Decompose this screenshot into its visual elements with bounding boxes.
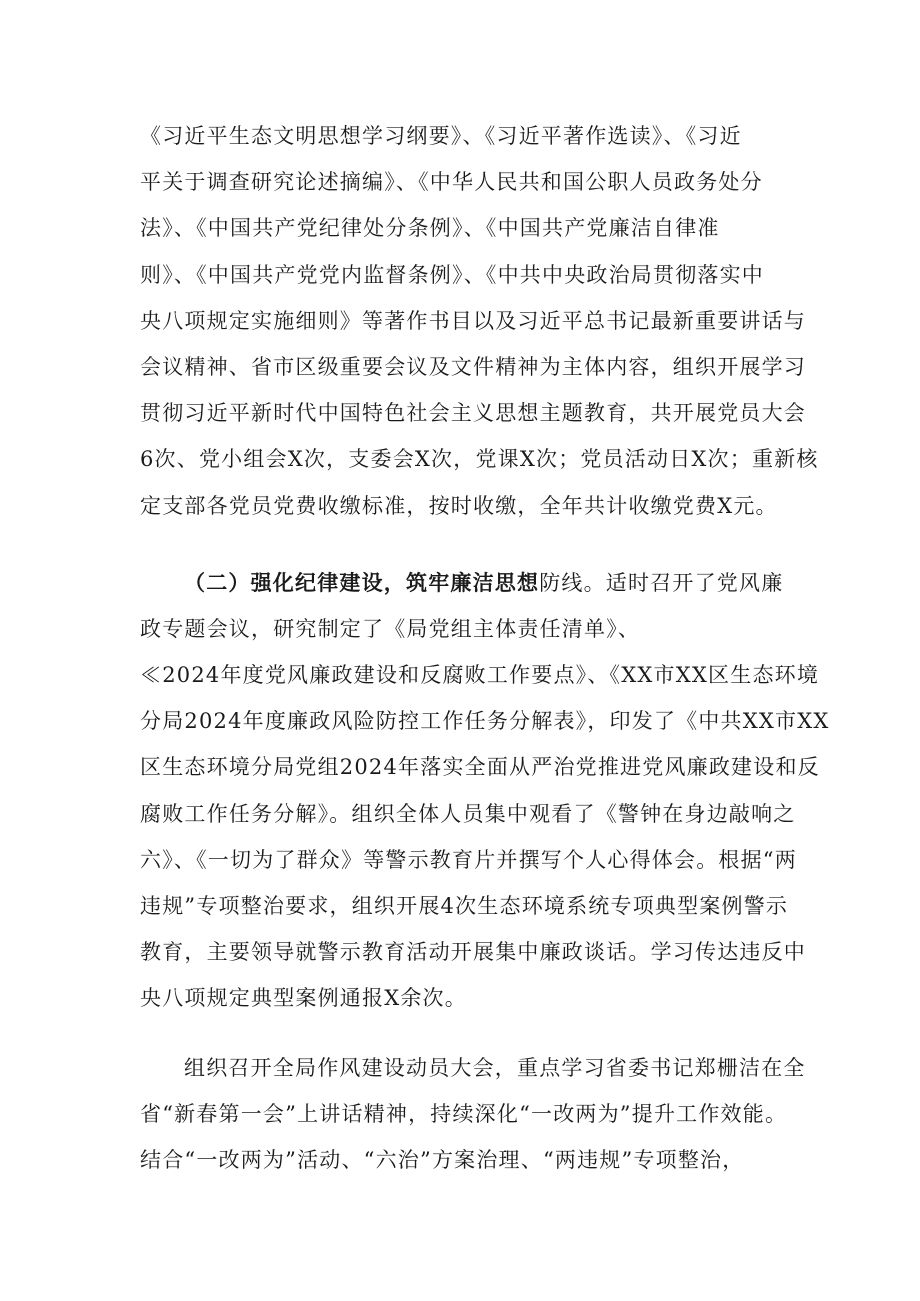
section-heading: （二）强化纪律建设，筑牢廉洁思想 xyxy=(184,571,540,595)
text-line: ≪2024年度党风廉政建设和反腐败工作要点》、《XX市XX区生态环境 xyxy=(140,663,820,687)
text-line: 教育，主要领导就警示教育活动开展集中廉政谈话。学习传达违反中 xyxy=(140,940,806,964)
text-line: 会议精神、省市区级重要会议及文件精神为主体内容，组织开展学习 xyxy=(140,355,806,379)
text-line: 结合“一改两为”活动、“六治”方案治理、“两违规”专项整治， xyxy=(140,1148,745,1172)
text-line: 法》、《中国共产党纪律处分条例》、《中国共产党廉洁自律准 xyxy=(140,216,720,240)
text-line: 定支部各党员党费收缴标准，按时收缴，全年共计收缴党费X元。 xyxy=(140,494,778,518)
text-line: 分局2024年度廉政风险防控工作任务分解表》，印发了《中共XX市XX xyxy=(140,709,830,733)
text-line: 违规”专项整治要求，组织开展4次生态环境系统专项典型案例警示 xyxy=(140,894,789,918)
text-line: 央八项规定实施细则》等著作书目以及习近平总书记最新重要讲话与 xyxy=(140,309,806,333)
text-line: 平关于调查研究论述摘编》、《中华人民共和国公职人员政务处分 xyxy=(140,170,763,194)
text-line: 贯彻习近平新时代中国特色社会主义思想主题教育，共开展党员大会 xyxy=(140,401,806,425)
text-line: 6次、党小组会X次，支委会X次，党课X次；党员活动日X次；重新核 xyxy=(140,447,819,471)
text-line: 央八项规定典型案例通报X余次。 xyxy=(140,986,467,1010)
text-line: 腐败工作任务分解》。组织全体人员集中观看了《警钟在身边敲响之 xyxy=(140,802,796,826)
text-line: 区生态环境分局党组2024年落实全面从严治党推进党风廉政建设和反 xyxy=(140,755,820,779)
text-line: 《习近平生态文明思想学习纲要》、《习近平著作选读》、《习近 xyxy=(140,124,742,148)
text-line: 省“新春第一会”上讲话精神，持续深化“一改两为”提升工作效能。 xyxy=(140,1102,788,1126)
heading-line-rest: 防线。适时召开了党风廉 xyxy=(539,571,784,595)
text-line: 则》、《中国共产党党内监督条例》、《中共中央政治局贯彻落实中 xyxy=(140,263,764,287)
section-heading-line xyxy=(184,561,800,605)
text-line: 六》、《一切为了群众》等警示教育片并撰写个人心得体会。根据“两 xyxy=(140,848,797,872)
text-line: 政专题会议，研究制定了《局党组主体责任清单》、 xyxy=(140,617,641,641)
text-line: 组织召开全局作风建设动员大会，重点学习省委书记郑栅洁在全 xyxy=(184,1056,806,1080)
